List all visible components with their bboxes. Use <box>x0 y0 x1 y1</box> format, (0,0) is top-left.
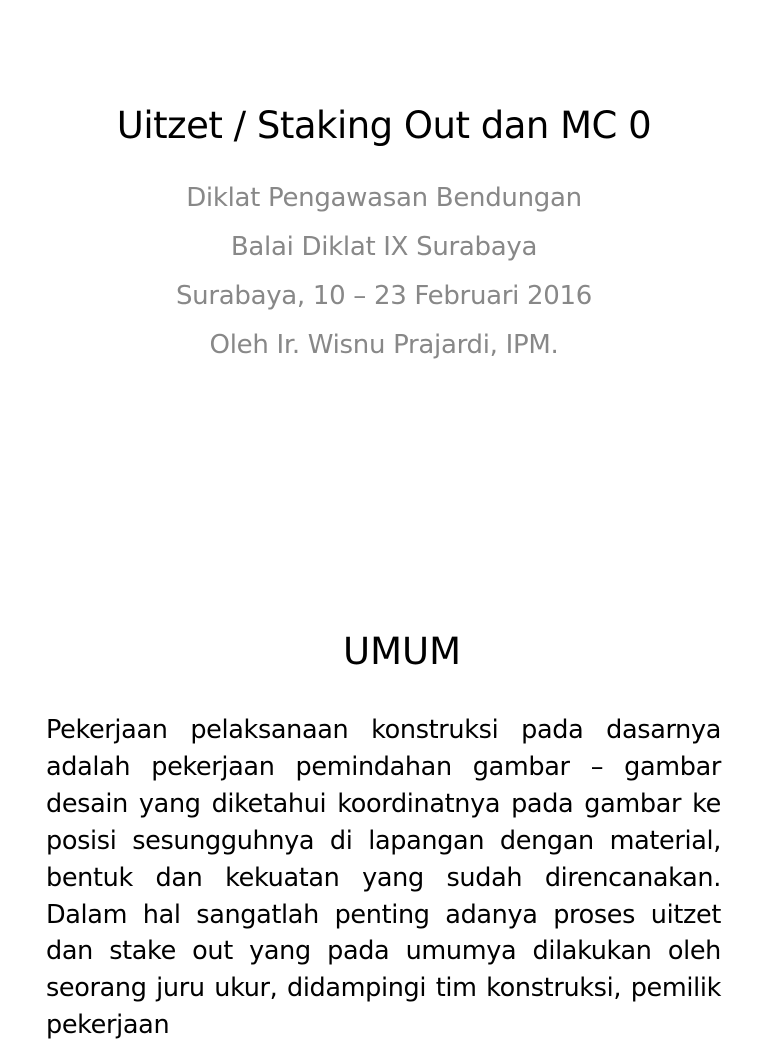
slide-heading: UMUM <box>342 630 461 673</box>
subtitle-line-course: Diklat Pengawasan Bendungan <box>186 183 582 213</box>
slide-umum <box>0 600 768 1041</box>
slide-body-paragraph: Pekerjaan pelaksanaan konstruksi pada dasarnya adalah pekerjaan pemindahan gambar – gambar desain yang diketahui koordinatnya pada gambar ke posisi sesungguhnya di lapangan dengan material, bentuk dan kekuatan yang sudah direncanakan. Dalam hal sangatlah penting adanya proses uitzet dan stake out yang pada umumya dilakukan oleh seorang juru ukur, didampingi tim konstruksi, pemilik pekerjaan <box>46 715 721 1041</box>
subtitle-line-author: Oleh Ir. Wisnu Prajardi, IPM. <box>209 330 559 360</box>
subtitle-line-date: Surabaya, 10 – 23 Februari 2016 <box>175 281 593 311</box>
subtitle-line-institution: Balai Diklat IX Surabaya <box>230 232 538 262</box>
slide-title-text: Uitzet / Staking Out dan MC 0 <box>116 104 652 147</box>
slide-subtitle <box>0 176 768 372</box>
